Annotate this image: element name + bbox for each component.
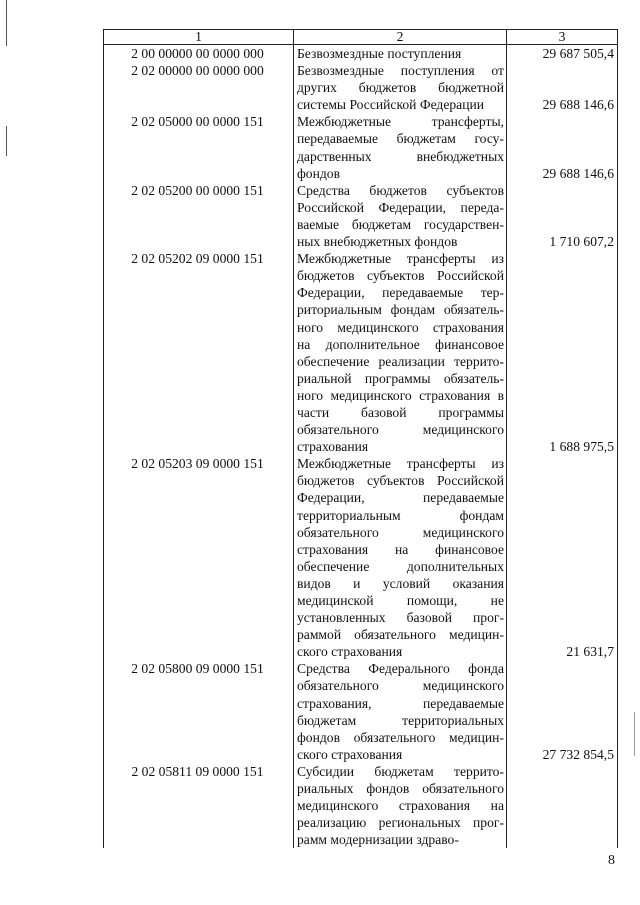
income-name-line: обеспечение дополнительных: [297, 558, 504, 574]
amount: 29 688 146,6: [507, 113, 618, 181]
income-name-line: фондов обязательного медицин-: [297, 729, 504, 745]
income-name-line: реализацию региональных прог-: [297, 815, 504, 831]
income-name: [294, 763, 507, 848]
column-header-name: 2: [294, 30, 507, 45]
table-row: [104, 45, 618, 63]
table-row: [104, 182, 618, 250]
budget-code: 2 02 05203 09 0000 151: [104, 455, 294, 660]
income-name-line: медицинской помощи, не: [297, 593, 504, 608]
budget-code: 2 02 05000 00 0000 151: [104, 113, 294, 181]
income-name-line: рамм модернизации здраво-: [297, 832, 459, 848]
amount: 1 688 975,5: [507, 250, 618, 455]
table-row: [104, 250, 618, 455]
income-name: [294, 250, 507, 455]
income-name-line: обязательного медицинского: [297, 422, 504, 438]
column-header-code: 1: [104, 30, 294, 45]
budget-code: 2 02 05800 09 0000 151: [104, 660, 294, 763]
scan-mark-middle: [6, 126, 7, 156]
budget-code: 2 02 05200 00 0000 151: [104, 182, 294, 250]
income-name-line: других бюджетов бюджетной: [297, 80, 504, 96]
income-name-line: страхования на финансовое: [297, 541, 504, 557]
table-row: [104, 455, 618, 660]
scan-mark-right: [634, 712, 635, 756]
income-name-line: бюджетам территориальных: [297, 712, 504, 728]
income-name-line: обязательного медицинского: [297, 678, 504, 694]
income-name-line: ного медицинского страхования в: [297, 387, 504, 403]
table-row: [104, 763, 618, 848]
income-name-line: риальных фондов обязательного: [297, 781, 504, 797]
amount: 1 710 607,2: [507, 182, 618, 250]
budget-code: 2 02 00000 00 0000 000: [104, 62, 294, 113]
income-name-line: Средства Федерального фонда: [297, 661, 504, 677]
page-number: 8: [608, 853, 615, 868]
income-name-line: обеспечение реализации террито-: [297, 353, 504, 369]
table-row: [104, 62, 618, 113]
amount: 27 732 854,5: [507, 660, 618, 763]
income-name: [294, 182, 507, 250]
income-name: [294, 45, 507, 63]
amount: 21 631,7: [507, 455, 618, 660]
income-name-line: Средства бюджетов субъектов: [297, 182, 504, 198]
income-name-line: фондов: [297, 165, 341, 181]
income-name-line: системы Российской Федерации: [297, 97, 485, 113]
income-name: [294, 660, 507, 763]
income-name-line: ского страхования: [297, 644, 403, 660]
income-name: [294, 455, 507, 660]
income-name-line: ных внебюджетных фондов: [297, 234, 458, 250]
income-name-line: на дополнительное финансовое: [297, 336, 504, 352]
income-name-line: страхования, передаваемые: [297, 695, 504, 711]
budget-code: 2 02 05202 09 0000 151: [104, 250, 294, 455]
income-name-line: страхования: [297, 439, 369, 455]
scan-mark-top: [6, 0, 7, 46]
income-name-line: риальной программы обязатель-: [297, 370, 504, 386]
amount: [507, 763, 618, 848]
budget-table: [103, 29, 618, 848]
table-row: [104, 113, 618, 181]
amount: 29 687 505,4: [507, 45, 618, 63]
income-name: [294, 62, 507, 113]
income-name-line: территориальным фондам: [297, 507, 504, 523]
income-name-line: ваемые бюджетам государствен-: [297, 216, 504, 232]
income-name-line: Межбюджетные трансферты из: [297, 456, 504, 472]
income-name-line: бюджетов субъектов Российской: [297, 473, 504, 489]
income-name-line: Федерации, передаваемые тер-: [297, 285, 504, 301]
table-header-row: [104, 30, 618, 45]
income-name-line: дарственных внебюджетных: [297, 148, 504, 164]
income-name-line: Российской Федерации, переда-: [297, 199, 504, 215]
income-name-line: установленных базовой прог-: [297, 610, 504, 626]
income-name-line: передаваемые бюджетам госу-: [297, 131, 504, 147]
budget-code: 2 02 05811 09 0000 151: [104, 763, 294, 848]
income-name-line: бюджетов субъектов Российской: [297, 268, 504, 284]
income-name-line: ного медицинского страхования: [297, 319, 504, 335]
column-header-amount: 3: [507, 30, 618, 45]
income-name-line: Федерации, передаваемые: [297, 490, 504, 506]
income-name-line: Межбюджетные трансферты из: [297, 251, 504, 267]
income-name-line: Безвозмездные поступления от: [297, 63, 504, 79]
income-name-line: риториальным фондам обязатель-: [297, 302, 504, 318]
income-name-line: медицинского страхования на: [297, 798, 504, 814]
income-name-line: раммой обязательного медицин-: [297, 627, 504, 643]
table-row: [104, 660, 618, 763]
income-name-line: части базовой программы: [297, 404, 504, 420]
income-name-line: Субсидии бюджетам террито-: [297, 763, 504, 779]
income-name-line: видов и условий оказания: [297, 575, 504, 591]
income-name-line: обязательного медицинского: [297, 524, 504, 540]
amount: 29 688 146,6: [507, 62, 618, 113]
income-name-line: Безвозмездные поступления: [297, 46, 462, 61]
income-name: [294, 113, 507, 181]
income-name-line: Межбюджетные трансферты,: [297, 114, 504, 130]
budget-code: 2 00 00000 00 0000 000: [104, 45, 294, 63]
income-name-line: ского страхования: [297, 746, 403, 762]
